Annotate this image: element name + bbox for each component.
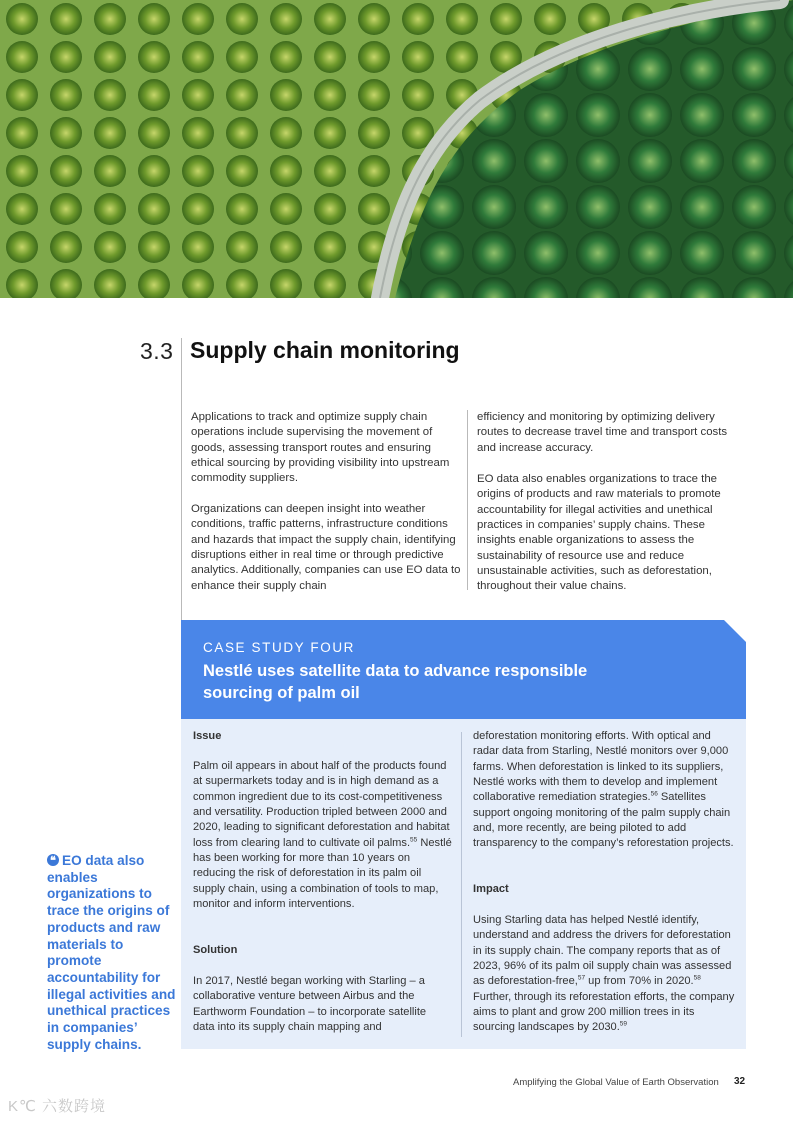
issue-text-a: Palm oil appears in about half of the products found at supermarkets today and is in high demand as a common ingredient due to its cost-competitiveness and versatility. Production tripled between 2000 and 2020, leading to significant deforestation and habitat loss from clearing land to cultivate oil palms. xyxy=(193,760,450,849)
impact-text-b: up from 70% in 2020. xyxy=(585,975,694,988)
column-divider xyxy=(467,410,468,590)
case-right-text-a: deforestation monitoring efforts. With optical and radar data from Starling, Nestlé monitors over 9,000 farms. When deforestation is linked to its suppliers, Nestlé works with them to develop and implement collaborative remediation strategies. xyxy=(473,730,729,804)
body-left-paragraph-1: Applications to track and optimize supply chain operations include supervising the movement of goods, assessing transport routes and ensuring ethical sourcing by providing visibility into upstream commodity suppliers. xyxy=(191,411,450,485)
case-right-text xyxy=(473,729,737,852)
footnote-ref: 55 xyxy=(410,836,418,844)
impact-text-a: Using Starling data has helped Nestlé identify, understand and address the drivers for deforestation in its supply chain. The company reports that as of 2023, 96% of its palm oil supply chain was assessed as deforestation-free, xyxy=(473,914,732,988)
footnote-ref: 59 xyxy=(619,1020,628,1028)
case-study-label: CASE STUDY FOUR xyxy=(203,640,356,655)
impact-text xyxy=(473,913,739,1036)
body-left-paragraph-2: Organizations can deepen insight into weather conditions, traffic patterns, infrastructure conditions and hazards that impact the supply chain, identifying disruptions either in real time or through predictive analytics. Additionally, companies can use EO data to enhance their supply chain xyxy=(191,503,461,592)
pull-quote-text: EO data also enables organizations to trace the origins of products and raw materials to promote accountability for illegal activities and unethical practices in companies’ supply chains. xyxy=(47,853,176,1052)
issue-text-b: Nestlé has been working for more than 10 years on reducing the risk of deforestation in its palm oil supply chain, using a combination of tools to map, monitor and inform interventions. xyxy=(193,836,452,911)
solution-heading: Solution xyxy=(193,944,238,956)
hero-aerial-photo xyxy=(0,0,793,298)
palm-plantation-road-illustration xyxy=(0,0,793,298)
section-number: 3.3 xyxy=(140,338,174,364)
issue-text xyxy=(193,759,453,912)
footnote-ref: 58 xyxy=(693,974,701,982)
case-study-title: Nestlé uses satellite data to advance responsible sourcing of palm oil xyxy=(203,662,588,702)
section-title: Supply chain monitoring xyxy=(190,337,460,363)
footnote-ref: 56 xyxy=(650,790,658,798)
impact-heading: Impact xyxy=(473,883,509,895)
watermark: K℃ 六数跨境 xyxy=(8,1098,107,1115)
page-number: 32 xyxy=(734,1076,746,1087)
body-right-paragraph-2: EO data also enables organizations to trace the origins of products and raw materials to promote accountability for illegal activities and unethical practices in companies’ supply chains. These insights enable organizations to assess the sustainability of resource use and reduce unsustainable activities, such as deforestation, throughout their value chains. xyxy=(477,473,721,593)
quote-icon: ❝ xyxy=(47,854,59,866)
solution-text: In 2017, Nestlé began working with Starling – a collaborative venture between Airbus and the Earthworm Foundation – to incorporate satellite data into its supply chain mapping and xyxy=(193,975,427,1034)
case-right-text-b: Satellites support ongoing monitoring of the palm supply chain and, more recently, are being piloted to add transparency to the company’s reforestation projects. xyxy=(473,791,734,850)
case-study-header xyxy=(181,620,746,719)
pull-quote xyxy=(47,853,177,1053)
issue-heading: Issue xyxy=(193,730,222,742)
footnote-ref: 57 xyxy=(577,974,586,982)
footer-publication: Amplifying the Global Value of Earth Observation xyxy=(513,1077,719,1088)
case-column-divider xyxy=(461,732,462,1037)
folded-corner xyxy=(724,620,746,642)
impact-text-c: Further, through its reforestation efforts, the company aims to plant and grow 200 million trees in its sourcing landscapes by 2030. xyxy=(473,990,735,1034)
body-right-paragraph-1: efficiency and monitoring by optimizing delivery routes to decrease travel time and transport costs and increase accuracy. xyxy=(477,411,728,454)
